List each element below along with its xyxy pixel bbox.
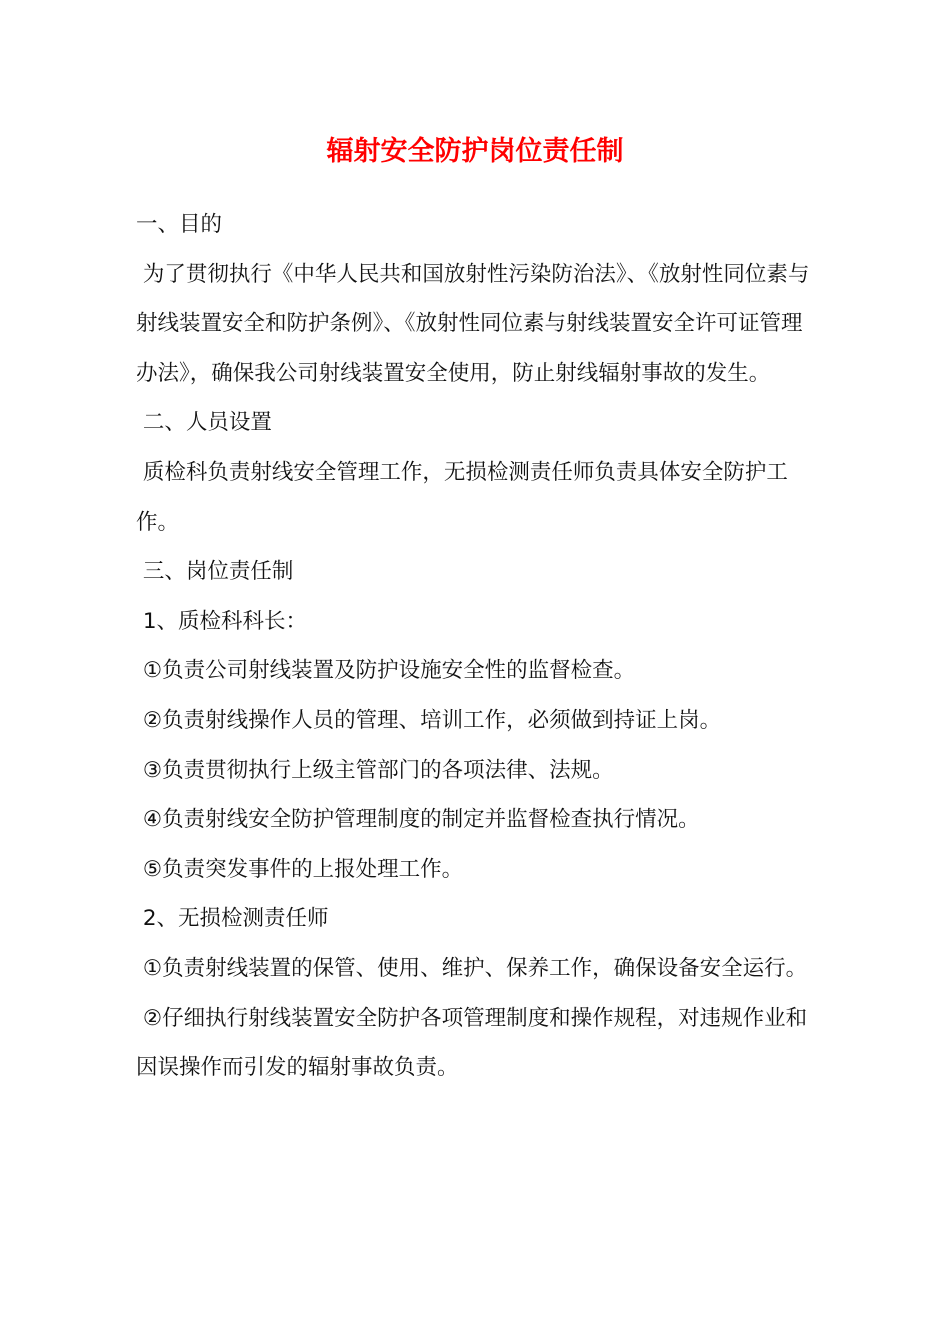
list-item: ④负责射线安全防护管理制度的制定并监督检查执行情况。: [136, 807, 700, 833]
section-heading-responsibilities: 三、岗位责任制: [136, 559, 294, 585]
subsection-heading-ndt-engineer: 2、无损检测责任师: [136, 906, 329, 932]
document-body: [136, 200, 816, 1093]
section-heading-staffing: 二、人员设置: [136, 410, 272, 436]
list-item: ①负责公司射线装置及防护设施安全性的监督检查。: [136, 658, 636, 684]
subsection-heading-qc-chief: 1、质检科科长：: [136, 608, 308, 634]
list-item: ③负责贯彻执行上级主管部门的各项法律、法规。: [136, 757, 614, 783]
purpose-paragraph: 为了贯彻执行《中华人民共和国放射性污染防治法》、《放射性同位素与射线装置安全和防护条例》、《放射性同位素与射线装置安全许可证管理办法》，确保我公司射线装置安全使用，防止射线辐射事故的发生。: [136, 261, 810, 386]
list-item: ①负责射线装置的保管、使用、维护、保养工作，确保设备安全运行。: [136, 955, 808, 981]
document-title: 辐射安全防护岗位责任制: [326, 136, 624, 167]
list-item: ②负责射线操作人员的管理、培训工作，必须做到持证上岗。: [136, 707, 722, 733]
list-item: ②仔细执行射线装置安全防护各项管理制度和操作规程，对违规作业和因误操作而引发的辐射事故负责。: [136, 1005, 808, 1081]
list-item: ⑤负责突发事件的上报处理工作。: [136, 856, 464, 882]
staffing-paragraph: 质检科负责射线安全管理工作，无损检测责任师负责具体安全防护工作。: [136, 459, 788, 535]
section-heading-purpose: 一、目的: [136, 212, 223, 237]
